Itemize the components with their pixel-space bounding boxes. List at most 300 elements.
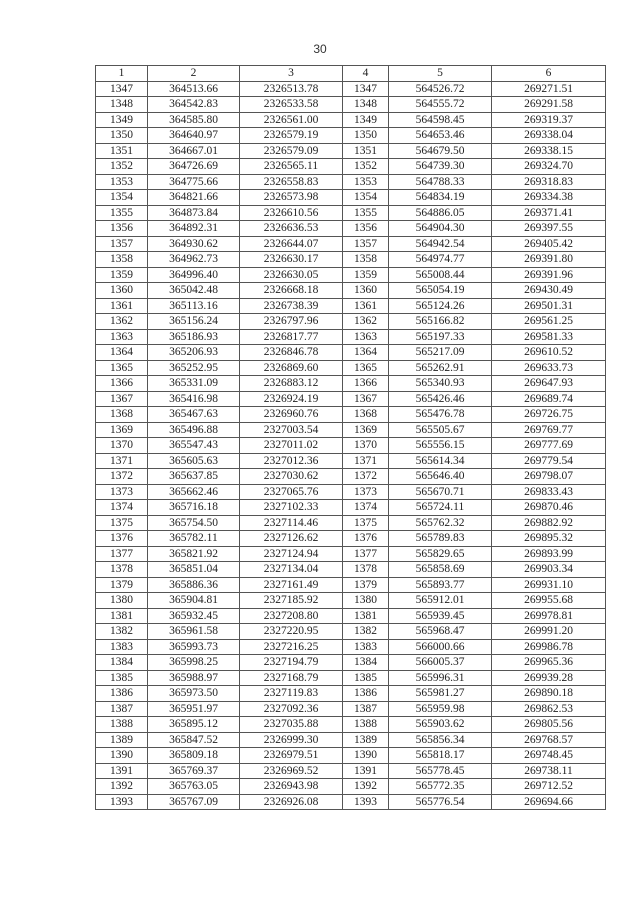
table-row	[96, 283, 606, 299]
table-cell: 269647.93	[492, 376, 606, 392]
table-row	[96, 407, 606, 423]
table-cell: 2326573.98	[240, 190, 343, 206]
table-cell: 565789.83	[389, 531, 492, 547]
table-cell: 565893.77	[389, 577, 492, 593]
table-cell: 269862.53	[492, 701, 606, 717]
table-cell: 2326797.96	[240, 314, 343, 330]
table-cell: 269712.52	[492, 779, 606, 795]
table-cell: 565008.44	[389, 267, 492, 283]
table-cell: 365252.95	[148, 360, 240, 376]
table-cell: 364930.62	[148, 236, 240, 252]
table-cell: 269501.31	[492, 298, 606, 314]
table-cell: 1364	[343, 345, 389, 361]
table-row	[96, 670, 606, 686]
table-cell: 365886.36	[148, 577, 240, 593]
table-cell: 1373	[96, 484, 148, 500]
table-row	[96, 531, 606, 547]
table-cell: 1360	[96, 283, 148, 299]
table-cell: 565772.35	[389, 779, 492, 795]
table-cell: 1379	[96, 577, 148, 593]
table-row	[96, 438, 606, 454]
table-cell: 565505.67	[389, 422, 492, 438]
table-cell: 565054.19	[389, 283, 492, 299]
table-cell: 1385	[96, 670, 148, 686]
table-cell: 1370	[343, 438, 389, 454]
table-cell: 1380	[96, 593, 148, 609]
table-cell: 1367	[96, 391, 148, 407]
table-cell: 365847.52	[148, 732, 240, 748]
table-row	[96, 236, 606, 252]
table-cell: 2326924.19	[240, 391, 343, 407]
table-cell: 1351	[96, 143, 148, 159]
table-row	[96, 701, 606, 717]
table-row	[96, 717, 606, 733]
table-row	[96, 81, 606, 97]
table-cell: 565968.47	[389, 624, 492, 640]
table-cell: 365895.12	[148, 717, 240, 733]
table-row	[96, 562, 606, 578]
table-cell: 565262.91	[389, 360, 492, 376]
table-cell: 1348	[96, 97, 148, 113]
table-row	[96, 205, 606, 221]
table-cell: 2327003.54	[240, 422, 343, 438]
table-cell: 365113.16	[148, 298, 240, 314]
table-cell: 365851.04	[148, 562, 240, 578]
table-cell: 565959.98	[389, 701, 492, 717]
table-cell: 364542.83	[148, 97, 240, 113]
table-row	[96, 174, 606, 190]
table-cell: 565124.26	[389, 298, 492, 314]
table-row	[96, 97, 606, 113]
table-cell: 1368	[343, 407, 389, 423]
table-cell: 1389	[343, 732, 389, 748]
table-cell: 2326644.07	[240, 236, 343, 252]
table-row	[96, 314, 606, 330]
table-cell: 1381	[96, 608, 148, 624]
table-cell: 1380	[343, 593, 389, 609]
table-cell: 269689.74	[492, 391, 606, 407]
table-cell: 1352	[343, 159, 389, 175]
table-cell: 566000.66	[389, 639, 492, 655]
table-cell: 2327012.36	[240, 453, 343, 469]
table-cell: 365206.93	[148, 345, 240, 361]
table-cell: 269986.78	[492, 639, 606, 655]
table-cell: 1390	[96, 748, 148, 764]
table-cell: 1376	[96, 531, 148, 547]
table-cell: 269324.70	[492, 159, 606, 175]
table-row	[96, 608, 606, 624]
table-cell: 1367	[343, 391, 389, 407]
table-cell: 269430.49	[492, 283, 606, 299]
table-cell: 269833.43	[492, 484, 606, 500]
table-cell: 364667.01	[148, 143, 240, 159]
table-cell: 1375	[96, 515, 148, 531]
table-cell: 2327208.80	[240, 608, 343, 624]
table-cell: 2327114.46	[240, 515, 343, 531]
table-cell: 2327011.02	[240, 438, 343, 454]
table-cell: 565776.54	[389, 794, 492, 810]
table-cell: 269581.33	[492, 329, 606, 345]
table-cell: 565646.40	[389, 469, 492, 485]
table-cell: 269318.83	[492, 174, 606, 190]
table-row	[96, 221, 606, 237]
table-cell: 1355	[96, 205, 148, 221]
table-row	[96, 360, 606, 376]
table-cell: 269768.57	[492, 732, 606, 748]
table-cell: 269903.34	[492, 562, 606, 578]
table-cell: 1366	[343, 376, 389, 392]
page-number: 30	[313, 42, 327, 56]
table-cell: 1354	[96, 190, 148, 206]
table-cell: 2326565.11	[240, 159, 343, 175]
table-cell: 564598.45	[389, 112, 492, 128]
table-cell: 2326738.39	[240, 298, 343, 314]
table-cell: 1393	[96, 794, 148, 810]
column-header: 1	[96, 66, 148, 82]
table-cell: 1378	[96, 562, 148, 578]
table-cell: 364821.66	[148, 190, 240, 206]
table-cell: 1383	[96, 639, 148, 655]
table-cell: 365331.09	[148, 376, 240, 392]
table-cell: 565939.45	[389, 608, 492, 624]
table-cell: 1379	[343, 577, 389, 593]
table-cell: 2327134.04	[240, 562, 343, 578]
table-cell: 565856.34	[389, 732, 492, 748]
table-cell: 2327065.76	[240, 484, 343, 500]
table-cell: 2326999.30	[240, 732, 343, 748]
table-cell: 565996.31	[389, 670, 492, 686]
table-cell: 365496.88	[148, 422, 240, 438]
table-header-row	[96, 66, 606, 82]
table-cell: 565858.69	[389, 562, 492, 578]
table-cell: 1373	[343, 484, 389, 500]
table-cell: 1363	[96, 329, 148, 345]
table-cell: 564526.72	[389, 81, 492, 97]
table-cell: 365716.18	[148, 500, 240, 516]
table-cell: 2327102.33	[240, 500, 343, 516]
table-cell: 2326579.19	[240, 128, 343, 144]
table-cell: 269965.36	[492, 655, 606, 671]
table-cell: 365769.37	[148, 763, 240, 779]
table-cell: 1393	[343, 794, 389, 810]
table-cell: 2327119.83	[240, 686, 343, 702]
table-cell: 2326513.78	[240, 81, 343, 97]
table-row	[96, 732, 606, 748]
table-cell: 1359	[96, 267, 148, 283]
table-row	[96, 469, 606, 485]
table-cell: 1377	[96, 546, 148, 562]
table-cell: 565197.33	[389, 329, 492, 345]
table-cell: 269610.52	[492, 345, 606, 361]
table-cell: 364726.69	[148, 159, 240, 175]
table-cell: 1381	[343, 608, 389, 624]
table-row	[96, 748, 606, 764]
table-cell: 1362	[96, 314, 148, 330]
table-cell: 2327216.25	[240, 639, 343, 655]
table-cell: 269777.69	[492, 438, 606, 454]
table-cell: 565426.46	[389, 391, 492, 407]
table-cell: 1359	[343, 267, 389, 283]
table-row	[96, 655, 606, 671]
table-cell: 2326579.09	[240, 143, 343, 159]
table-cell: 269748.45	[492, 748, 606, 764]
table-cell: 269319.37	[492, 112, 606, 128]
table-cell: 2326630.05	[240, 267, 343, 283]
table-row	[96, 779, 606, 795]
table-cell: 1382	[96, 624, 148, 640]
table-cell: 1353	[96, 174, 148, 190]
table-row	[96, 515, 606, 531]
table-cell: 564739.30	[389, 159, 492, 175]
table-row	[96, 376, 606, 392]
table-cell: 269338.15	[492, 143, 606, 159]
table-cell: 364585.80	[148, 112, 240, 128]
table-cell: 269391.80	[492, 252, 606, 268]
table-cell: 565903.62	[389, 717, 492, 733]
table-cell: 1358	[96, 252, 148, 268]
table-cell: 2327092.36	[240, 701, 343, 717]
table-cell: 1370	[96, 438, 148, 454]
table-cell: 1347	[96, 81, 148, 97]
table-cell: 565556.15	[389, 438, 492, 454]
table-cell: 269726.75	[492, 407, 606, 423]
table-cell: 269870.46	[492, 500, 606, 516]
table-cell: 1364	[96, 345, 148, 361]
table-cell: 1377	[343, 546, 389, 562]
table-cell: 365993.73	[148, 639, 240, 655]
table-cell: 1386	[343, 686, 389, 702]
table-cell: 1357	[96, 236, 148, 252]
table-cell: 365904.81	[148, 593, 240, 609]
table-cell: 365637.85	[148, 469, 240, 485]
table-row	[96, 546, 606, 562]
table-cell: 1372	[96, 469, 148, 485]
table-cell: 564555.72	[389, 97, 492, 113]
table-cell: 565340.93	[389, 376, 492, 392]
table-row	[96, 453, 606, 469]
table-cell: 2327035.88	[240, 717, 343, 733]
table-row	[96, 577, 606, 593]
table-cell: 269779.54	[492, 453, 606, 469]
table-cell: 365951.97	[148, 701, 240, 717]
table-row	[96, 639, 606, 655]
table-cell: 564788.33	[389, 174, 492, 190]
table-cell: 566005.37	[389, 655, 492, 671]
table-cell: 269291.58	[492, 97, 606, 113]
table-cell: 269931.10	[492, 577, 606, 593]
table-cell: 1392	[343, 779, 389, 795]
table-row	[96, 159, 606, 175]
table-cell: 1383	[343, 639, 389, 655]
table-cell: 269798.07	[492, 469, 606, 485]
table-cell: 1361	[96, 298, 148, 314]
table-cell: 269882.92	[492, 515, 606, 531]
table-row	[96, 500, 606, 516]
table-cell: 2326943.98	[240, 779, 343, 795]
table-cell: 1384	[96, 655, 148, 671]
table-row	[96, 143, 606, 159]
table-cell: 2326561.00	[240, 112, 343, 128]
table-cell: 269769.77	[492, 422, 606, 438]
table-cell: 565670.71	[389, 484, 492, 500]
table-cell: 1362	[343, 314, 389, 330]
table-cell: 2326926.08	[240, 794, 343, 810]
table-cell: 2327030.62	[240, 469, 343, 485]
table-cell: 1349	[96, 112, 148, 128]
table-cell: 564834.19	[389, 190, 492, 206]
table-cell: 365416.98	[148, 391, 240, 407]
table-cell: 269991.20	[492, 624, 606, 640]
table-cell: 2326533.58	[240, 97, 343, 113]
table-cell: 364513.66	[148, 81, 240, 97]
table-cell: 564974.77	[389, 252, 492, 268]
table-cell: 2327194.79	[240, 655, 343, 671]
table-cell: 1361	[343, 298, 389, 314]
table-cell: 1382	[343, 624, 389, 640]
table-cell: 365763.05	[148, 779, 240, 795]
table-cell: 1350	[343, 128, 389, 144]
coordinates-table	[95, 65, 606, 810]
table-cell: 565912.01	[389, 593, 492, 609]
table-cell: 1365	[96, 360, 148, 376]
table-cell: 365809.18	[148, 748, 240, 764]
table-cell: 565166.82	[389, 314, 492, 330]
table-cell: 1366	[96, 376, 148, 392]
table-cell: 1378	[343, 562, 389, 578]
table-cell: 565762.32	[389, 515, 492, 531]
table-body	[96, 81, 606, 810]
table-cell: 1351	[343, 143, 389, 159]
table-row	[96, 624, 606, 640]
table-cell: 2327185.92	[240, 593, 343, 609]
table-cell: 269405.42	[492, 236, 606, 252]
table-cell: 2327168.79	[240, 670, 343, 686]
table-cell: 565981.27	[389, 686, 492, 702]
table-cell: 365821.92	[148, 546, 240, 562]
table-cell: 1392	[96, 779, 148, 795]
table-cell: 1357	[343, 236, 389, 252]
table-cell: 2326883.12	[240, 376, 343, 392]
table-cell: 269694.66	[492, 794, 606, 810]
table-cell: 1387	[96, 701, 148, 717]
table-cell: 1391	[96, 763, 148, 779]
table-cell: 1356	[343, 221, 389, 237]
table-row	[96, 794, 606, 810]
table-cell: 1368	[96, 407, 148, 423]
table-cell: 565217.09	[389, 345, 492, 361]
table-row	[96, 686, 606, 702]
table-row	[96, 112, 606, 128]
table-cell: 269371.41	[492, 205, 606, 221]
table-cell: 1376	[343, 531, 389, 547]
table-row	[96, 252, 606, 268]
table-cell: 565724.11	[389, 500, 492, 516]
table-cell: 1349	[343, 112, 389, 128]
table-cell: 1369	[343, 422, 389, 438]
table-cell: 1350	[96, 128, 148, 144]
table-cell: 269334.38	[492, 190, 606, 206]
table-cell: 2326869.60	[240, 360, 343, 376]
table-cell: 2326979.51	[240, 748, 343, 764]
table-cell: 2326610.56	[240, 205, 343, 221]
table-row	[96, 484, 606, 500]
table-cell: 564679.50	[389, 143, 492, 159]
table-cell: 365754.50	[148, 515, 240, 531]
table-cell: 364996.40	[148, 267, 240, 283]
table-cell: 1360	[343, 283, 389, 299]
table-cell: 365605.63	[148, 453, 240, 469]
table-cell: 2327126.62	[240, 531, 343, 547]
table-cell: 1371	[96, 453, 148, 469]
table-cell: 564886.05	[389, 205, 492, 221]
table-cell: 365186.93	[148, 329, 240, 345]
column-header: 3	[240, 66, 343, 82]
table-cell: 1355	[343, 205, 389, 221]
table-cell: 1386	[96, 686, 148, 702]
table-cell: 1374	[96, 500, 148, 516]
table-cell: 269397.55	[492, 221, 606, 237]
table-cell: 2327220.95	[240, 624, 343, 640]
table-cell: 1363	[343, 329, 389, 345]
table-cell: 269561.25	[492, 314, 606, 330]
table-cell: 365467.63	[148, 407, 240, 423]
table-cell: 364775.66	[148, 174, 240, 190]
table-row	[96, 345, 606, 361]
table-row	[96, 298, 606, 314]
table-cell: 1358	[343, 252, 389, 268]
table-cell: 564653.46	[389, 128, 492, 144]
table-cell: 269338.04	[492, 128, 606, 144]
table-cell: 1372	[343, 469, 389, 485]
table-cell: 1348	[343, 97, 389, 113]
table-row	[96, 128, 606, 144]
table-cell: 365156.24	[148, 314, 240, 330]
table-row	[96, 267, 606, 283]
table-cell: 2327161.49	[240, 577, 343, 593]
table-cell: 1387	[343, 701, 389, 717]
table-cell: 1353	[343, 174, 389, 190]
table-cell: 565818.17	[389, 748, 492, 764]
table-cell: 1354	[343, 190, 389, 206]
table-cell: 2327124.94	[240, 546, 343, 562]
table-cell: 269738.11	[492, 763, 606, 779]
table-cell: 2326668.18	[240, 283, 343, 299]
table-cell: 269895.32	[492, 531, 606, 547]
table-cell: 365782.11	[148, 531, 240, 547]
table-cell: 1388	[96, 717, 148, 733]
table-cell: 2326817.77	[240, 329, 343, 345]
table-cell: 1371	[343, 453, 389, 469]
table-cell: 2326636.53	[240, 221, 343, 237]
table-cell: 1388	[343, 717, 389, 733]
table-cell: 2326846.78	[240, 345, 343, 361]
table-cell: 365042.48	[148, 283, 240, 299]
table-cell: 1384	[343, 655, 389, 671]
table-cell: 269805.56	[492, 717, 606, 733]
table-cell: 269939.28	[492, 670, 606, 686]
table-cell: 1369	[96, 422, 148, 438]
table-row	[96, 391, 606, 407]
table-cell: 364873.84	[148, 205, 240, 221]
column-header: 2	[148, 66, 240, 82]
table-cell: 2326969.52	[240, 763, 343, 779]
table-cell: 1391	[343, 763, 389, 779]
table-row	[96, 329, 606, 345]
table-cell: 365998.25	[148, 655, 240, 671]
table-cell: 2326630.17	[240, 252, 343, 268]
table-cell: 1385	[343, 670, 389, 686]
table-cell: 269633.73	[492, 360, 606, 376]
